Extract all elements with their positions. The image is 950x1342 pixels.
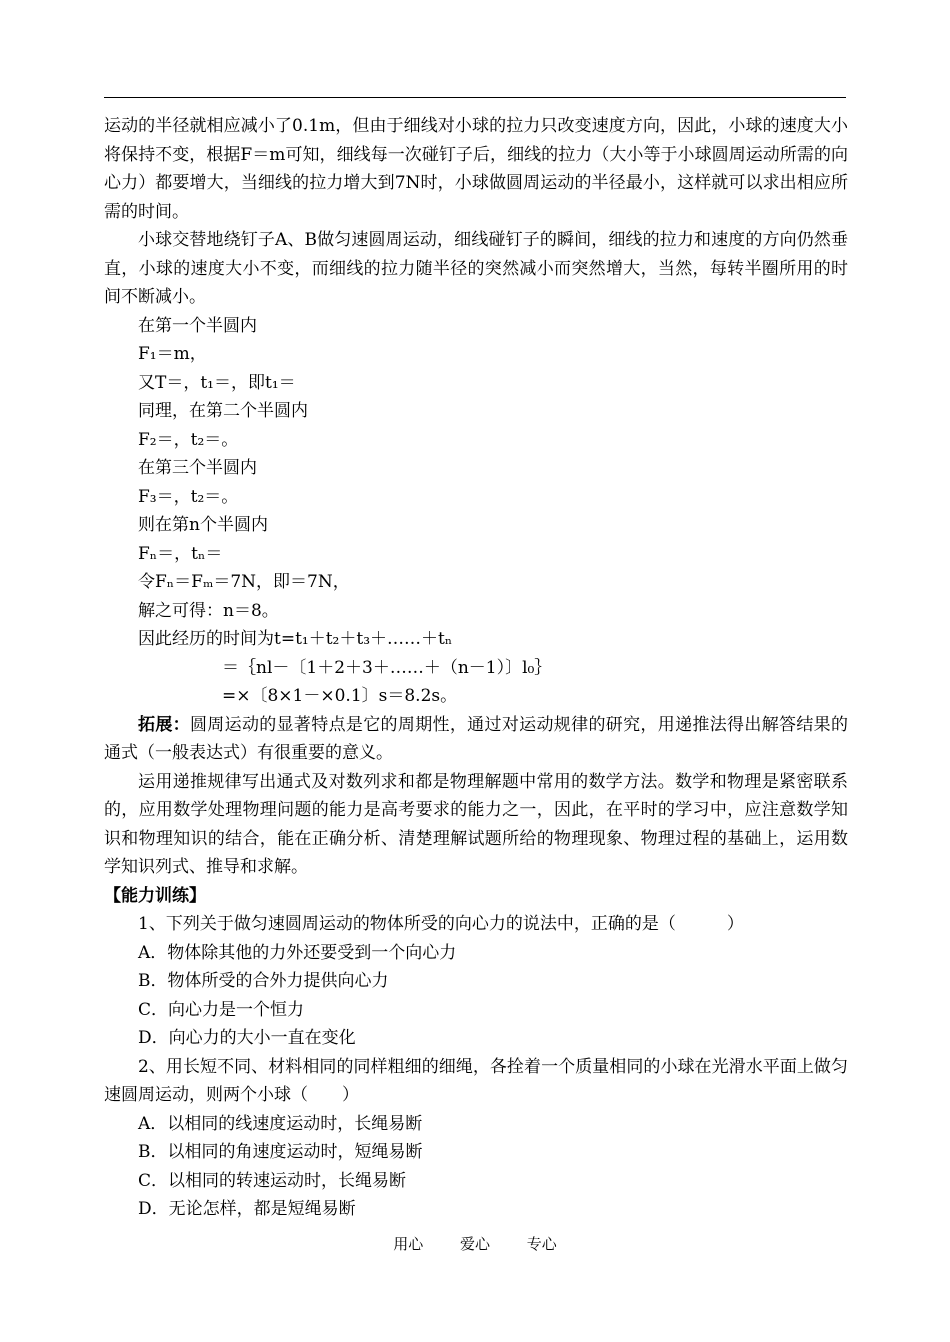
question-option: A．物体除其他的力外还要受到一个向心力 [138,942,457,963]
question-stem: 2、用长短不同、材料相同的同样粗细的细绳，各拴着一个质量相同的小球在光滑水平面上做匀速圆周运动，则两个小球（ ） [104,1056,848,1105]
derivation-line: F₁＝m， [138,344,207,364]
paragraph-extension [104,711,848,768]
derivation-line: 在第一个半圆内 [138,315,257,336]
question-option: C．向心力是一个恒力 [138,999,305,1020]
question-option: D．向心力的大小一直在变化 [138,1028,356,1048]
paragraph-radius: 运动的半径就相应减小了0.1m，但由于细线对小球的拉力只改变速度方向，因此，小球的速度大小将保持不变，根据F＝m可知，细线每一次碰钉子后，细线的拉力（大小等于小球圆周运动所需的向心力）都要增大，当细线的拉力增大到7N时，小球做圆周运动的半径最小，这样就可以求出相应所需的时间。 [104,116,848,222]
footer-word: 专心 [526,1235,557,1253]
paragraph-method: 运用递推规律写出通式及对数列求和都是物理解题中常用的数学方法。数学和物理是紧密联系的，应用数学处理物理问题的能力是高考要求的能力之一，因此，在平时的学习中，应注意数学知识和物理知识的结合，能在正确分析、清楚理解试题所给的物理现象、物理过程的基础上，运用数学知识列式、推导和求解。 [104,771,848,877]
question-option: B．物体所受的合外力提供向心力 [138,971,389,991]
question-option: C．以相同的转速运动时，长绳易断 [138,1170,407,1191]
derivation-line: 因此经历的时间为t=t₁＋t₂＋t₃＋……＋tₙ [138,629,453,649]
derivation-line: F₂＝，t₂＝。 [138,429,239,450]
extension-label: 拓展： [138,714,190,735]
derivation-line: 同理，在第二个半圆内 [138,401,308,421]
page-body [104,112,848,1224]
footer-word: 用心 [393,1235,424,1253]
footer-word: 爱心 [459,1235,490,1253]
derivation-line: F₃＝，t₂＝。 [138,486,239,507]
derivation-line: 又T＝，t₁＝，即t₁＝ [138,372,296,393]
page-footer [0,1233,950,1254]
derivation-line: 在第三个半圆内 [138,458,257,478]
extension-text: 圆周运动的显著特点是它的周期性，通过对运动规律的研究，用递推法得出解答结果的通式（一般表达式）有很重要的意义。 [104,714,849,763]
derivation-line: 解之可得：n＝8。 [138,600,279,621]
header-rule [104,97,846,98]
paragraph-alternating: 小球交替地绕钉子A、B做匀速圆周运动，细线碰钉子的瞬间，细线的拉力和速度的方向仍然垂直，小球的速度大小不变，而细线的拉力随半径的突然减小而突然增大，当然，每转半圈所用的时间不断减小。 [104,230,848,307]
question-stem: 1、下列关于做匀速圆周运动的物体所受的向心力的说法中，正确的是（ ） [138,914,744,934]
section-title: 【能力训练】 [104,885,206,906]
derivation-line: Fₙ＝，tₙ＝ [138,543,223,564]
question-option: B．以相同的角速度运动时，短绳易断 [138,1142,423,1162]
derivation-line: 令Fₙ＝Fₘ＝7N，即＝7N， [138,572,350,592]
derivation-line-continued: ＝｛nl－〔1＋2＋3＋……＋（n－1）〕l₀｝ [222,657,552,678]
question-option: A．以相同的线速度运动时，长绳易断 [138,1113,423,1134]
derivation-line: 则在第n个半圆内 [138,515,268,535]
derivation-line-continued: =×〔8×1－×0.1〕s＝8.2s。 [222,686,458,706]
question-option: D．无论怎样，都是短绳易断 [138,1199,356,1219]
